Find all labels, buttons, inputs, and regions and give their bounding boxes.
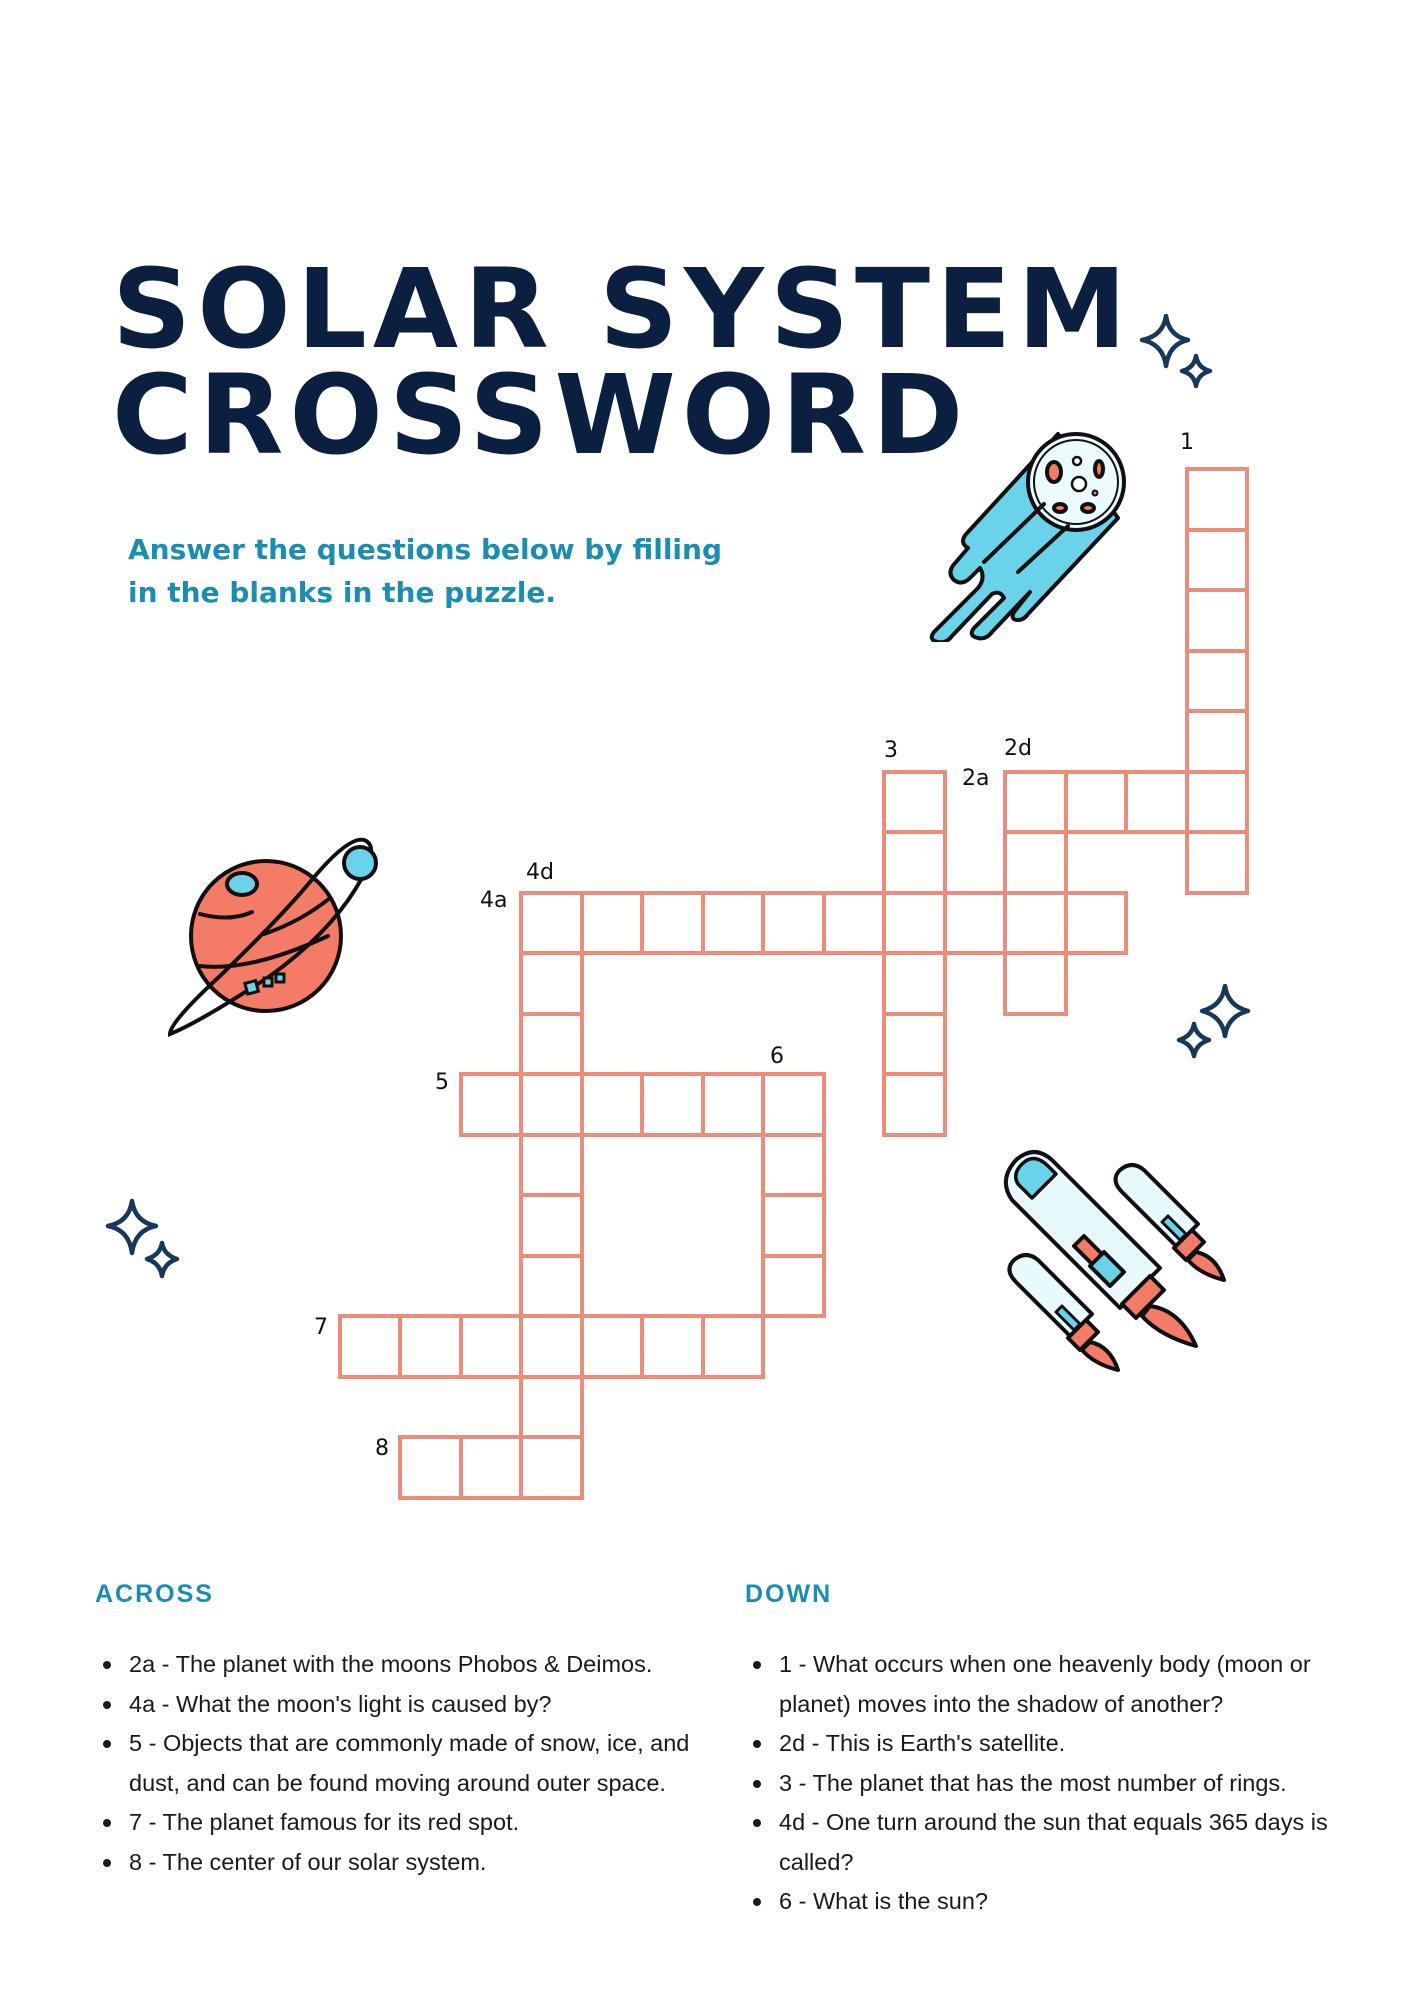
crossword-cell[interactable] <box>701 1314 766 1379</box>
crossword-cell-input[interactable] <box>1189 653 1246 710</box>
crossword-cell-input[interactable] <box>523 1318 580 1375</box>
clue-4d: 4d - One turn around the sun that equals 365 days is called? <box>745 1803 1345 1882</box>
clue-5: 5 - Objects that are commonly made of snow, ice, and dust, and can be found moving around outer space. <box>95 1724 715 1803</box>
crossword-cell[interactable] <box>761 1254 826 1319</box>
crossword-cell[interactable] <box>580 1072 645 1137</box>
crossword-cell-input[interactable] <box>1068 895 1125 952</box>
across-clue-list <box>95 1645 715 1882</box>
crossword-cell[interactable] <box>519 1012 584 1077</box>
clue-number-2d: 2d <box>1004 736 1032 761</box>
crossword-cell[interactable] <box>519 1193 584 1258</box>
crossword-cell[interactable] <box>1185 770 1250 835</box>
crossword-cell[interactable] <box>459 1435 524 1500</box>
crossword-cell[interactable] <box>519 891 584 956</box>
crossword-cell[interactable] <box>519 1254 584 1319</box>
crossword-cell-input[interactable] <box>1007 895 1064 952</box>
crossword-cell[interactable] <box>519 1314 584 1379</box>
crossword-cell[interactable] <box>701 891 766 956</box>
crossword-cell[interactable] <box>761 1072 826 1137</box>
down-heading: DOWN <box>745 1580 833 1608</box>
crossword-cell[interactable] <box>1003 951 1068 1016</box>
crossword-cell-input[interactable] <box>1189 834 1246 891</box>
crossword-cell-input[interactable] <box>1189 774 1246 831</box>
crossword-cell[interactable] <box>640 1314 705 1379</box>
crossword-cell[interactable] <box>1124 770 1189 835</box>
crossword-cell[interactable] <box>761 891 826 956</box>
crossword-cell[interactable] <box>1003 830 1068 895</box>
crossword-cell[interactable] <box>882 1072 947 1137</box>
crossword-cell-input[interactable] <box>886 955 943 1012</box>
crossword-cell-input[interactable] <box>886 834 943 891</box>
clue-number-8: 8 <box>375 1436 389 1461</box>
crossword-cell[interactable] <box>1185 830 1250 895</box>
crossword-cell-input[interactable] <box>1189 713 1246 770</box>
crossword-cell[interactable] <box>761 1133 826 1198</box>
crossword-cell-input[interactable] <box>523 1379 580 1436</box>
crossword-cell[interactable] <box>1185 588 1250 653</box>
crossword-cell[interactable] <box>1185 528 1250 593</box>
crossword-cell[interactable] <box>398 1314 463 1379</box>
crossword-cell-input[interactable] <box>584 1318 641 1375</box>
crossword-cell[interactable] <box>519 951 584 1016</box>
crossword-cell-input[interactable] <box>1007 955 1064 1012</box>
crossword-cell-input[interactable] <box>523 1076 580 1133</box>
crossword-cell[interactable] <box>882 770 947 835</box>
crossword-cell-input[interactable] <box>584 1076 641 1133</box>
clue-2a: 2a - The planet with the moons Phobos & Deimos. <box>95 1645 715 1685</box>
crossword-cell-input[interactable] <box>886 1016 943 1073</box>
crossword-cell-input[interactable] <box>342 1318 399 1375</box>
crossword-cell-input[interactable] <box>523 1016 580 1073</box>
crossword-cell[interactable] <box>398 1435 463 1500</box>
clue-1: 1 - What occurs when one heavenly body (moon or planet) moves into the shadow of another? <box>745 1645 1345 1724</box>
crossword-cell-input[interactable] <box>1007 774 1064 831</box>
crossword-cell[interactable] <box>1185 649 1250 714</box>
crossword-cell[interactable] <box>580 1314 645 1379</box>
crossword-cell-input[interactable] <box>584 895 641 952</box>
crossword-cell[interactable] <box>640 891 705 956</box>
crossword-cell-input[interactable] <box>523 1197 580 1254</box>
crossword-cell-input[interactable] <box>402 1439 459 1496</box>
crossword-cell[interactable] <box>519 1435 584 1500</box>
clue-number-4d: 4d <box>526 860 554 885</box>
clue-number-1: 1 <box>1180 430 1194 455</box>
crossword-cell-input[interactable] <box>765 1137 822 1194</box>
clue-number-4a: 4a <box>480 888 508 913</box>
crossword-cell-input[interactable] <box>765 1258 822 1315</box>
crossword-cell-input[interactable] <box>644 1318 701 1375</box>
clue-number-5: 5 <box>435 1070 449 1095</box>
crossword-cell[interactable] <box>519 1072 584 1137</box>
crossword-cell[interactable] <box>882 951 947 1016</box>
down-clue-list <box>745 1645 1345 1922</box>
crossword-cell[interactable] <box>943 891 1008 956</box>
crossword-cell[interactable] <box>519 1375 584 1440</box>
across-heading: ACROSS <box>95 1580 214 1608</box>
crossword-cell-input[interactable] <box>523 1439 580 1496</box>
clue-number-2a: 2a <box>962 766 990 791</box>
crossword-cell-input[interactable] <box>886 895 943 952</box>
crossword-cell-input[interactable] <box>1189 592 1246 649</box>
clue-6: 6 - What is the sun? <box>745 1882 1345 1922</box>
crossword-cell-input[interactable] <box>947 895 1004 952</box>
crossword-cell-input[interactable] <box>523 895 580 952</box>
crossword-cell-input[interactable] <box>765 1076 822 1133</box>
crossword-cell-input[interactable] <box>886 774 943 831</box>
clue-4a: 4a - What the moon's light is caused by? <box>95 1685 715 1725</box>
title-line-1: SOLAR SYSTEM <box>112 245 1133 373</box>
crossword-cell-input[interactable] <box>705 1318 762 1375</box>
crossword-cell-input[interactable] <box>644 895 701 952</box>
crossword-cell[interactable] <box>459 1072 524 1137</box>
crossword-cell[interactable] <box>882 1012 947 1077</box>
crossword-cell-input[interactable] <box>826 895 883 952</box>
clue-7: 7 - The planet famous for its red spot. <box>95 1803 715 1843</box>
crossword-cell[interactable] <box>519 1133 584 1198</box>
instructions: Answer the questions below by filling in the blanks in the puzzle. <box>128 533 722 609</box>
crossword-cell-input[interactable] <box>886 1076 943 1133</box>
crossword-cell[interactable] <box>1064 770 1129 835</box>
clue-2d: 2d - This is Earth's satellite. <box>745 1724 1345 1764</box>
crossword-cell-input[interactable] <box>463 1439 520 1496</box>
title-line-2: CROSSWORD <box>112 351 970 479</box>
crossword-cell-input[interactable] <box>1007 834 1064 891</box>
crossword-cell[interactable] <box>822 891 887 956</box>
crossword-cell[interactable] <box>882 891 947 956</box>
crossword-cell-input[interactable] <box>523 1137 580 1194</box>
crossword-cell[interactable] <box>459 1314 524 1379</box>
crossword-cell[interactable] <box>338 1314 403 1379</box>
crossword-cell[interactable] <box>580 891 645 956</box>
crossword-cell-input[interactable] <box>1189 471 1246 528</box>
crossword-cell-input[interactable] <box>705 1076 762 1133</box>
crossword-cell[interactable] <box>1185 709 1250 774</box>
crossword-cell[interactable] <box>1064 891 1129 956</box>
crossword-cell-input[interactable] <box>1068 774 1125 831</box>
crossword-cell-input[interactable] <box>765 895 822 952</box>
across-clues <box>95 1580 715 1882</box>
crossword-cell-input[interactable] <box>1128 774 1185 831</box>
crossword-cell-input[interactable] <box>402 1318 459 1375</box>
clue-number-3: 3 <box>884 738 898 763</box>
clue-3: 3 - The planet that has the most number of rings. <box>745 1764 1345 1804</box>
crossword-cell-input[interactable] <box>765 1197 822 1254</box>
crossword-cell-input[interactable] <box>463 1318 520 1375</box>
crossword-cell[interactable] <box>1003 770 1068 835</box>
crossword-cell-input[interactable] <box>1189 532 1246 589</box>
clue-number-6: 6 <box>770 1044 784 1069</box>
crossword-cell-input[interactable] <box>644 1076 701 1133</box>
crossword-cell[interactable] <box>882 830 947 895</box>
clue-number-7: 7 <box>314 1315 328 1340</box>
crossword-cell-input[interactable] <box>705 895 762 952</box>
crossword-cell[interactable] <box>761 1193 826 1258</box>
crossword-cell[interactable] <box>1003 891 1068 956</box>
crossword-cell-input[interactable] <box>523 955 580 1012</box>
crossword-cell[interactable] <box>701 1072 766 1137</box>
down-clues <box>745 1580 1345 1922</box>
crossword-cell[interactable] <box>640 1072 705 1137</box>
crossword-cell[interactable] <box>1185 467 1250 532</box>
crossword-cell-input[interactable] <box>463 1076 520 1133</box>
crossword-cell-input[interactable] <box>523 1258 580 1315</box>
clue-8: 8 - The center of our solar system. <box>95 1843 715 1883</box>
